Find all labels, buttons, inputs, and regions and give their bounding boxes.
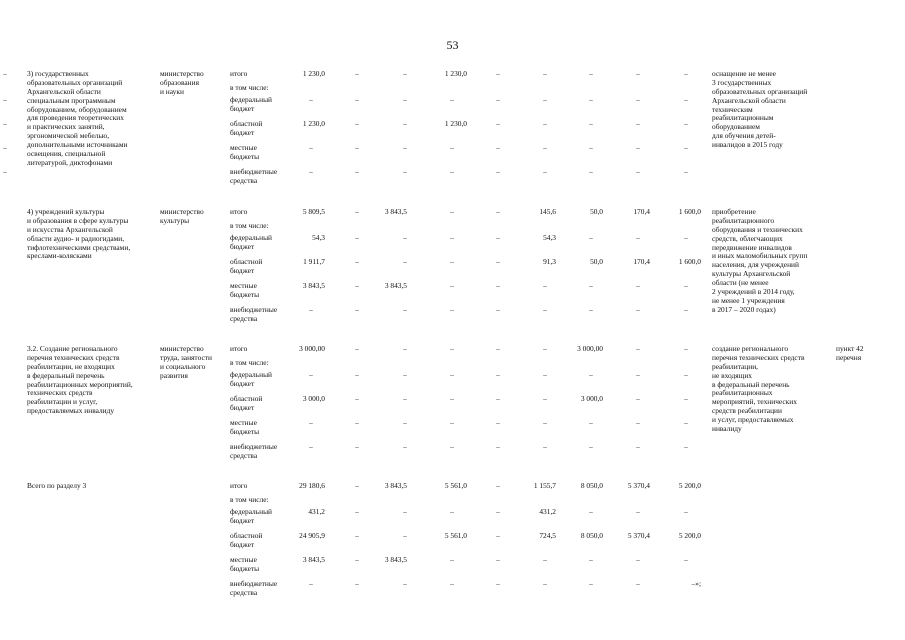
- value-dash: –: [636, 370, 640, 379]
- executor-text: министерство образования и науки: [160, 69, 204, 96]
- funding-source: итого: [230, 481, 248, 490]
- funding-source: в том числе:: [230, 358, 269, 367]
- value-dash: –: [496, 119, 500, 128]
- value-dash: –: [450, 281, 454, 290]
- value-cell: 3 843,5: [384, 481, 407, 490]
- value-dash: –: [543, 344, 547, 353]
- funding-source: местные бюджеты: [230, 143, 260, 161]
- value-dash: –: [496, 95, 500, 104]
- value-dash: –: [355, 394, 359, 403]
- funding-source: внебюджетные средства: [230, 305, 278, 323]
- value-dash: –: [684, 394, 688, 403]
- activity-text: 3.2. Создание регионального перечня технических средств реабилитации, не входящих в федеральный перечень реабилитационных мероприятий, технических средств реабилитации и услуг, предоставляемых инвалиду: [27, 344, 133, 416]
- value-dash: –: [684, 507, 688, 516]
- value-cell: 1 230,0: [302, 119, 325, 128]
- value-cell: 3 000,00: [299, 344, 325, 353]
- value-dash: –: [450, 579, 454, 588]
- value-cell: 170,4: [633, 207, 650, 216]
- value-dash: –: [684, 143, 688, 152]
- value-dash: –: [543, 579, 547, 588]
- value-dash: –: [543, 555, 547, 564]
- value-cell: 91,3: [543, 257, 556, 266]
- value-dash: –: [355, 442, 359, 451]
- value-dash: –: [636, 507, 640, 516]
- value-cell: 1 230,0: [444, 119, 467, 128]
- value-dash: –: [636, 442, 640, 451]
- value-dash: –: [543, 442, 547, 451]
- funding-source: федеральный бюджет: [230, 233, 272, 251]
- value-dash: –: [309, 579, 313, 588]
- value-dash: –: [543, 281, 547, 290]
- value-dash: –: [589, 281, 593, 290]
- value-cell: 8 050,0: [580, 531, 603, 540]
- value-cell: 3 000,0: [302, 394, 325, 403]
- value-dash: –: [589, 579, 593, 588]
- value-dash: –: [636, 69, 640, 78]
- value-cell: 1 911,7: [303, 257, 325, 266]
- value-dash: –: [543, 305, 547, 314]
- value-dash: –: [3, 119, 7, 128]
- funding-source: областной бюджет: [230, 531, 263, 549]
- value-cell: 3 843,5: [384, 207, 407, 216]
- value-dash: –: [355, 579, 359, 588]
- value-dash: –: [355, 233, 359, 242]
- funding-source: местные бюджеты: [230, 281, 260, 299]
- value-dash: –: [3, 143, 7, 152]
- funding-source: областной бюджет: [230, 119, 263, 137]
- value-dash: –: [684, 95, 688, 104]
- value-dash: –: [496, 481, 500, 490]
- result-text: оснащение не менее 3 государственных образовательных организаций Архангельской области техническим реабилитационным оборудованием для обучения детей- инвалидов в 2015 году: [712, 69, 808, 149]
- funding-source: внебюджетные средства: [230, 167, 278, 185]
- funding-source: итого: [230, 344, 248, 353]
- value-dash: –: [589, 95, 593, 104]
- value-cell: 1 155,7: [533, 481, 556, 490]
- value-cell: 1 230,0: [444, 69, 467, 78]
- value-cell: 3 843,5: [384, 555, 407, 564]
- value-dash: –: [450, 394, 454, 403]
- value-dash: –: [496, 344, 500, 353]
- funding-source: областной бюджет: [230, 394, 263, 412]
- value-cell: –»;: [691, 579, 701, 588]
- value-dash: –: [543, 143, 547, 152]
- value-dash: –: [543, 95, 547, 104]
- value-dash: –: [450, 370, 454, 379]
- value-dash: –: [496, 507, 500, 516]
- value-dash: –: [636, 418, 640, 427]
- value-dash: –: [403, 119, 407, 128]
- value-cell: 1 230,0: [302, 69, 325, 78]
- value-cell: 3 000,00: [577, 344, 603, 353]
- value-dash: –: [403, 257, 407, 266]
- value-dash: –: [684, 370, 688, 379]
- value-dash: –: [496, 69, 500, 78]
- value-dash: –: [450, 305, 454, 314]
- funding-source: внебюджетные средства: [230, 442, 278, 460]
- value-dash: –: [636, 305, 640, 314]
- value-dash: –: [684, 442, 688, 451]
- value-dash: –: [355, 507, 359, 516]
- value-dash: –: [496, 555, 500, 564]
- value-dash: –: [450, 507, 454, 516]
- value-dash: –: [309, 143, 313, 152]
- funding-source: в том числе:: [230, 495, 269, 504]
- value-dash: –: [403, 370, 407, 379]
- value-dash: –: [496, 167, 500, 176]
- value-dash: –: [403, 305, 407, 314]
- value-dash: –: [636, 119, 640, 128]
- value-cell: 24 905,9: [299, 531, 325, 540]
- activity-text: 3) государственных образовательных организаций Архангельской области специальным программным оборудованием, оборудованием для проведения теоретических и практических занятий, эргономической мебелью, дополнительными источниками освещения, специальной литературой, диктофонами: [27, 69, 128, 167]
- value-dash: –: [403, 442, 407, 451]
- value-dash: –: [496, 281, 500, 290]
- value-cell: 3 000,0: [580, 394, 603, 403]
- value-dash: –: [355, 481, 359, 490]
- value-dash: –: [543, 69, 547, 78]
- value-dash: –: [684, 418, 688, 427]
- funding-source: местные бюджеты: [230, 555, 260, 573]
- value-dash: –: [309, 418, 313, 427]
- value-dash: –: [450, 167, 454, 176]
- value-dash: –: [636, 579, 640, 588]
- value-dash: –: [355, 418, 359, 427]
- value-dash: –: [543, 167, 547, 176]
- note-text: пункт 42 перечня: [836, 344, 864, 362]
- value-cell: 54,3: [543, 233, 556, 242]
- value-cell: 50,0: [590, 257, 603, 266]
- value-dash: –: [450, 344, 454, 353]
- value-dash: –: [403, 579, 407, 588]
- value-cell: 54,3: [312, 233, 325, 242]
- value-cell: 5 561,0: [444, 481, 467, 490]
- value-cell: 3 843,5: [302, 281, 325, 290]
- funding-source: в том числе:: [230, 221, 269, 230]
- value-dash: –: [403, 344, 407, 353]
- value-dash: –: [3, 167, 7, 176]
- value-dash: –: [309, 370, 313, 379]
- value-dash: –: [496, 442, 500, 451]
- value-cell: 170,4: [633, 257, 650, 266]
- executor-text: министерство труда, занятости и социального развития: [160, 344, 212, 380]
- value-cell: 5 200,0: [678, 481, 701, 490]
- result-text: приобретение реабилитационного оборудования и технических средств, облегчающих передвижение инвалидов и иных маломобильных групп населения, для учреждений культуры Архангельской области (не менее 2 учреждений в 2014 году, не менее 1 учреждения в 2017 – 2020 годах): [712, 207, 808, 314]
- value-dash: –: [589, 305, 593, 314]
- value-dash: –: [543, 418, 547, 427]
- value-dash: –: [309, 305, 313, 314]
- value-dash: –: [636, 233, 640, 242]
- value-dash: –: [309, 167, 313, 176]
- value-dash: –: [684, 305, 688, 314]
- value-dash: –: [636, 281, 640, 290]
- funding-source: внебюджетные средства: [230, 579, 278, 597]
- value-dash: –: [355, 370, 359, 379]
- value-dash: –: [636, 344, 640, 353]
- activity-text: Всего по разделу 3: [27, 481, 87, 490]
- value-dash: –: [450, 207, 454, 216]
- value-cell: 50,0: [590, 207, 603, 216]
- value-dash: –: [450, 257, 454, 266]
- value-cell: 5 200,0: [678, 531, 701, 540]
- value-dash: –: [589, 119, 593, 128]
- value-dash: –: [403, 143, 407, 152]
- page-number: 53: [446, 38, 459, 52]
- value-dash: –: [496, 257, 500, 266]
- value-dash: –: [403, 69, 407, 78]
- value-dash: –: [636, 555, 640, 564]
- funding-source: в том числе:: [230, 83, 269, 92]
- value-dash: –: [636, 95, 640, 104]
- value-dash: –: [496, 207, 500, 216]
- value-dash: –: [589, 69, 593, 78]
- value-cell: 431,2: [308, 507, 325, 516]
- value-cell: 145,6: [539, 207, 556, 216]
- value-dash: –: [684, 344, 688, 353]
- value-dash: –: [355, 69, 359, 78]
- value-dash: –: [684, 281, 688, 290]
- funding-source: федеральный бюджет: [230, 95, 272, 113]
- value-dash: –: [543, 394, 547, 403]
- value-dash: –: [589, 233, 593, 242]
- funding-source: итого: [230, 69, 248, 78]
- value-cell: 5 809,5: [302, 207, 325, 216]
- value-dash: –: [403, 531, 407, 540]
- value-dash: –: [355, 555, 359, 564]
- value-dash: –: [355, 281, 359, 290]
- value-dash: –: [450, 418, 454, 427]
- value-dash: –: [589, 507, 593, 516]
- value-dash: –: [684, 233, 688, 242]
- value-dash: –: [496, 394, 500, 403]
- value-dash: –: [589, 555, 593, 564]
- value-dash: –: [450, 442, 454, 451]
- value-dash: –: [636, 394, 640, 403]
- value-dash: –: [355, 257, 359, 266]
- value-dash: –: [684, 119, 688, 128]
- value-dash: –: [589, 442, 593, 451]
- value-dash: –: [496, 579, 500, 588]
- value-cell: 5 370,4: [627, 481, 650, 490]
- value-dash: –: [355, 143, 359, 152]
- value-cell: 431,2: [539, 507, 556, 516]
- value-dash: –: [543, 370, 547, 379]
- funding-source: итого: [230, 207, 248, 216]
- value-dash: –: [589, 370, 593, 379]
- value-dash: –: [3, 69, 7, 78]
- value-dash: –: [636, 167, 640, 176]
- value-dash: –: [450, 555, 454, 564]
- value-cell: 3 843,5: [302, 555, 325, 564]
- value-dash: –: [403, 418, 407, 427]
- value-dash: –: [589, 167, 593, 176]
- value-dash: –: [496, 233, 500, 242]
- value-dash: –: [543, 119, 547, 128]
- value-dash: –: [355, 119, 359, 128]
- value-cell: 5 561,0: [444, 531, 467, 540]
- value-dash: –: [636, 143, 640, 152]
- value-dash: –: [403, 233, 407, 242]
- value-dash: –: [589, 143, 593, 152]
- funding-source: федеральный бюджет: [230, 370, 272, 388]
- value-dash: –: [355, 207, 359, 216]
- value-dash: –: [589, 418, 593, 427]
- value-dash: –: [355, 305, 359, 314]
- value-dash: –: [403, 95, 407, 104]
- value-dash: –: [403, 394, 407, 403]
- funding-source: федеральный бюджет: [230, 507, 272, 525]
- value-dash: –: [355, 344, 359, 353]
- value-cell: 1 600,0: [678, 207, 701, 216]
- value-dash: –: [496, 143, 500, 152]
- result-text: создание регионального перечня технических средств реабилитации, не входящих в федеральный перечень реабилитационных мероприятий, технических средств реабилитации и услуг, предоставляемых инвалиду: [712, 344, 805, 433]
- value-dash: –: [684, 167, 688, 176]
- value-dash: –: [403, 507, 407, 516]
- value-dash: –: [309, 95, 313, 104]
- funding-source: местные бюджеты: [230, 418, 260, 436]
- executor-text: министерство культуры: [160, 207, 204, 225]
- value-cell: 724,5: [539, 531, 556, 540]
- value-dash: –: [355, 167, 359, 176]
- value-dash: –: [450, 233, 454, 242]
- value-dash: –: [496, 305, 500, 314]
- value-dash: –: [309, 442, 313, 451]
- funding-source: областной бюджет: [230, 257, 263, 275]
- value-dash: –: [684, 69, 688, 78]
- value-dash: –: [496, 418, 500, 427]
- value-dash: –: [450, 143, 454, 152]
- activity-text: 4) учреждений культуры и образования в сфере культуры и искусства Архангельской области аудио- и радиогидами, тифлотехническими средствами, креслами-колясками: [27, 207, 131, 261]
- value-cell: 5 370,4: [627, 531, 650, 540]
- value-dash: –: [684, 555, 688, 564]
- value-cell: 8 050,0: [580, 481, 603, 490]
- value-cell: 3 843,5: [384, 281, 407, 290]
- value-dash: –: [355, 531, 359, 540]
- value-cell: 1 600,0: [678, 257, 701, 266]
- value-dash: –: [403, 167, 407, 176]
- value-dash: –: [3, 95, 7, 104]
- value-cell: 29 180,6: [299, 481, 325, 490]
- value-dash: –: [496, 531, 500, 540]
- value-dash: –: [496, 370, 500, 379]
- value-dash: –: [355, 95, 359, 104]
- value-dash: –: [450, 95, 454, 104]
